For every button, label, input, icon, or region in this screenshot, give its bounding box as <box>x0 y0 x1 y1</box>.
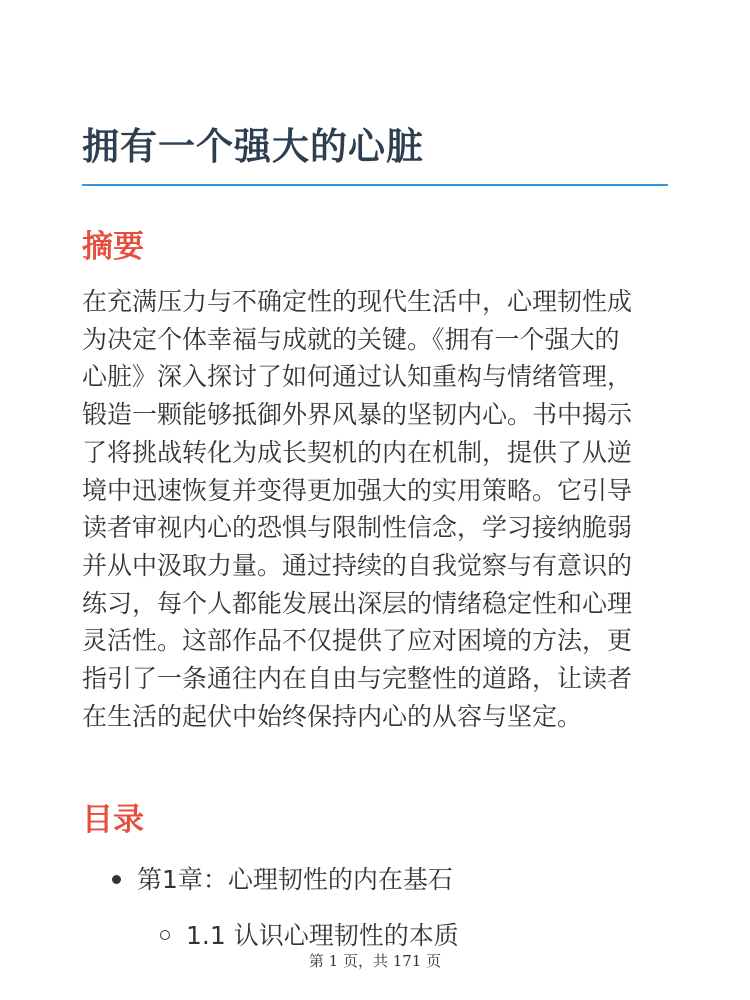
abstract-line: 读者审视内心的恐惧与限制性信念，学习接纳脆弱 <box>82 513 633 543</box>
abstract-paragraph <box>82 283 672 735</box>
abstract-line: 锻造一颗能够抵御外界风暴的坚韧内心。书中揭示 <box>82 400 633 430</box>
toc-item-chapter-1[interactable] <box>112 860 453 896</box>
abstract-line: 在生活的起伏中始终保持内心的从容与坚定。 <box>82 701 583 731</box>
toc-item-section-1-1[interactable] <box>160 916 459 952</box>
toc-heading: 目录 <box>82 802 144 838</box>
abstract-line: 在充满压力与不确定性的现代生活中，心理韧性成 <box>82 287 633 316</box>
abstract-line: 了将挑战转化为成长契机的内在机制，提供了从逆 <box>82 437 633 467</box>
abstract-line: 指引了一条通往内在自由与完整性的道路，让读者 <box>82 664 633 694</box>
abstract-line: 并从中汲取力量。通过持续的自我觉察与有意识的 <box>82 550 633 580</box>
bullet-circle-icon <box>160 930 170 940</box>
toc-item-label: 第1章：心理韧性的内在基石 <box>137 865 453 894</box>
abstract-heading: 摘要 <box>82 229 144 265</box>
title-divider <box>82 184 668 186</box>
abstract-line: 境中迅速恢复并变得更加强大的实用策略。它引导 <box>82 475 633 505</box>
toc-item-label: 1.1 认识心理韧性的本质 <box>186 921 459 950</box>
abstract-line: 心脏》深入探讨了如何通过认知重构与情绪管理， <box>82 362 633 392</box>
bullet-disc-icon <box>112 875 121 884</box>
document-title: 拥有一个强大的心脏 <box>82 125 424 168</box>
abstract-line: 灵活性。这部作品不仅提供了应对困境的方法，更 <box>82 626 633 656</box>
page-footer: 第 1 页，共 171 页 <box>308 952 442 970</box>
abstract-line: 练习，每个人都能发展出深层的情绪稳定性和心理 <box>82 588 633 618</box>
abstract-line: 为决定个体幸福与成就的关键。《拥有一个强大的 <box>82 324 620 354</box>
